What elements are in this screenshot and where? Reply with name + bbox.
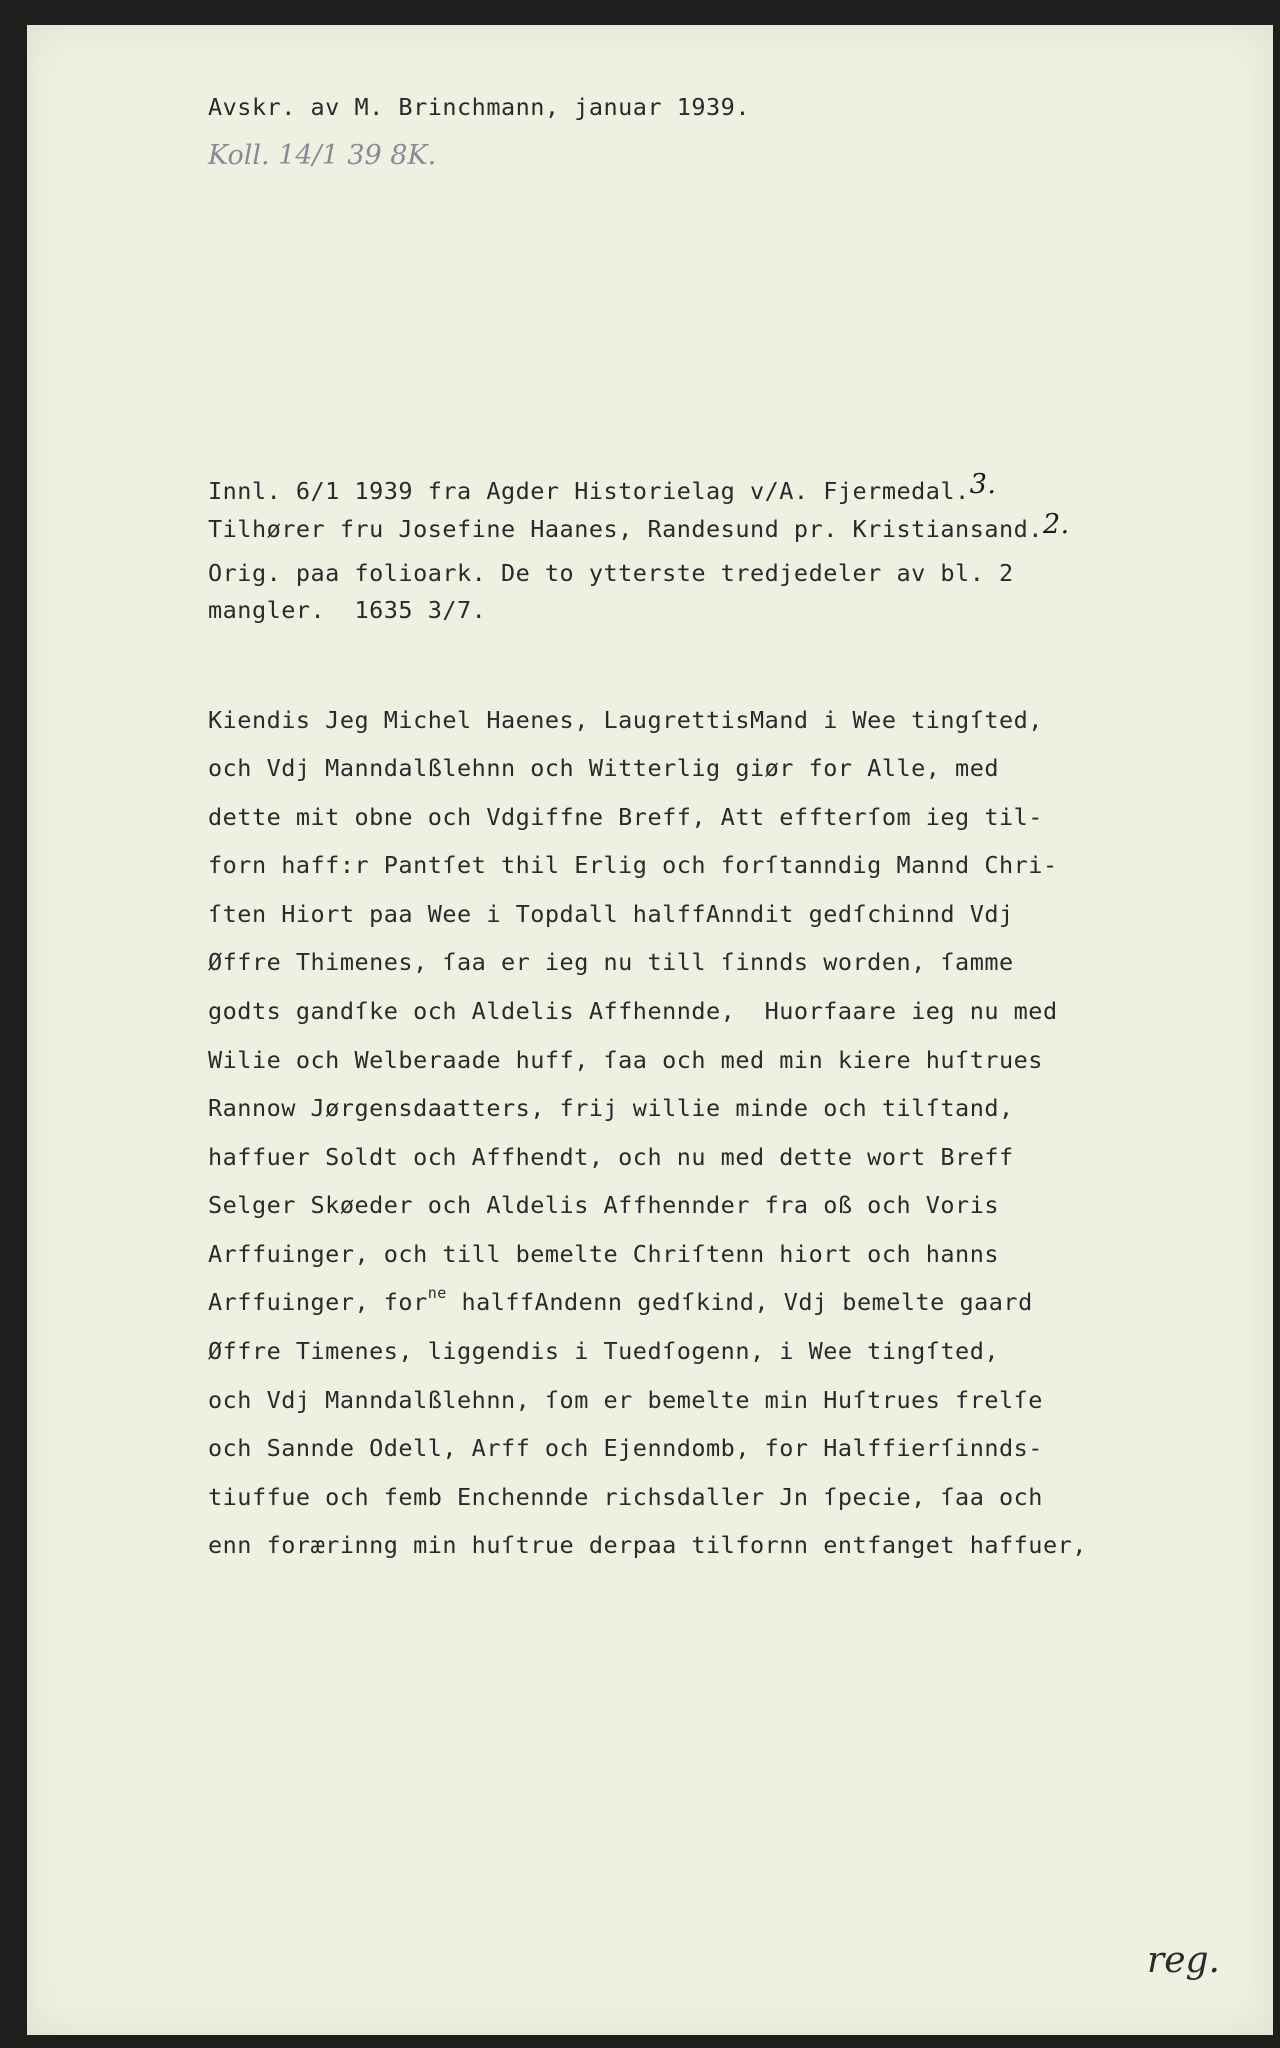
metadata-line-1 xyxy=(208,469,997,506)
metadata-line-4: mangler. 1635 3/7. xyxy=(208,596,487,624)
body-line-6: Øffre Thimenes, ſaa er ieg nu till ſinnds worden, ſamme xyxy=(208,948,1014,976)
metadata-line-1-text: Innl. 6/1 1939 fra Agder Historielag v/A. Fjermedal. xyxy=(208,477,970,505)
metadata-line-2-mark: 2. xyxy=(1042,509,1070,540)
body-line-13-start: Arffuinger, for xyxy=(208,1288,428,1316)
body-line-4: forn haff:r Pantſet thil Erlig och forſtanndig Mannd Chri- xyxy=(208,851,1058,879)
body-line-12: Arffuinger, och till bemelte Chriſtenn hiort och hanns xyxy=(208,1240,1000,1268)
body-line-3: dette mit obne och Vdgiffne Breff, Att effterſom ieg til- xyxy=(208,803,1043,831)
body-line-10: haffuer Soldt och Affhendt, och nu med dette wort Breff xyxy=(208,1143,1014,1171)
body-line-1: Kiendis Jeg Michel Haenes, LaugrettisMand i Wee tingſted, xyxy=(208,706,1043,734)
body-line-9: Rannow Jørgensdaatters, frij willie minde och tilſtand, xyxy=(208,1094,1014,1122)
body-line-7: godts gandſke och Aldelis Affhennde, Huorfaare ieg nu med xyxy=(208,997,1058,1025)
body-line-2: och Vdj Manndalßlehnn och Witterlig giør for Alle, med xyxy=(208,754,1000,782)
body-line-18: enn forærinng min huſtrue derpaa tilfornn entfanget haffuer, xyxy=(208,1531,1087,1559)
body-line-5: ſten Hiort paa Wee i Topdall halffAnndit gedſchinnd Vdj xyxy=(208,900,1014,928)
metadata-line-2 xyxy=(208,509,1070,544)
body-line-15: och Vdj Manndalßlehnn, ſom er bemelte min Huſtrues frelſe xyxy=(208,1386,1043,1414)
registered-mark: reg. xyxy=(1147,1940,1221,1981)
body-line-13 xyxy=(208,1284,1033,1316)
body-line-17: tiuffue och femb Enchennde richsdaller Jn ſpecie, ſaa och xyxy=(208,1483,1043,1511)
body-line-13-end: halffAndenn gedſkind, Vdj bemelte gaard xyxy=(446,1288,1033,1316)
document-page xyxy=(27,25,1273,2035)
body-line-8: Wilie och Welberaade huff, ſaa och med min kiere huſtrues xyxy=(208,1046,1043,1074)
body-line-13-superscript: ne xyxy=(427,1284,447,1302)
body-line-11: Selger Skøeder och Aldelis Affhennder fra oß och Voris xyxy=(208,1191,1000,1219)
metadata-line-3: Orig. paa folioark. De to ytterste tredjedeler av bl. 2 xyxy=(208,559,1014,587)
transcription-note: Avskr. av M. Brinchmann, januar 1939. xyxy=(208,93,750,121)
body-line-14: Øffre Timenes, liggendis i Tuedſogenn, i Wee tingſted, xyxy=(208,1337,1000,1365)
body-line-16: och Sannde Odell, Arff och Ejenndomb, for Halffierſinnds- xyxy=(208,1434,1043,1462)
collection-reference: Koll. 14/1 39 8K. xyxy=(208,140,437,171)
metadata-line-2-text: Tilhører fru Josefine Haanes, Randesund pr. Kristiansand. xyxy=(208,515,1043,543)
metadata-line-1-mark: 3. xyxy=(969,469,997,500)
